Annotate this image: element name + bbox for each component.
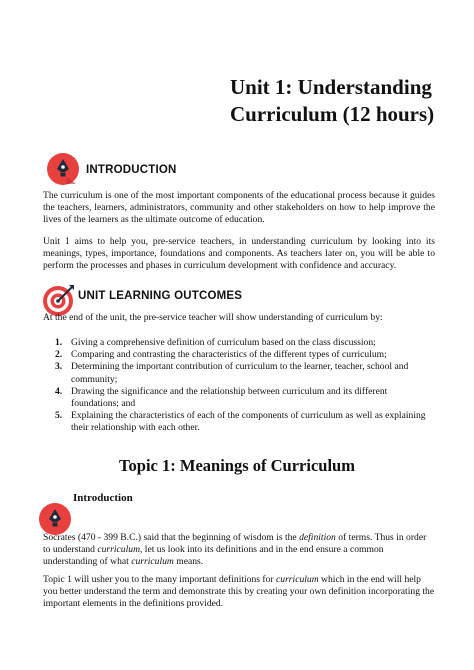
list-item	[55, 361, 437, 385]
list-item-text: Drawing the significance and the relationship between curriculum and its different foundations; and	[71, 385, 388, 410]
list-item-text: Comparing and contrasting the characteristics of the different types of curriculum;	[71, 349, 387, 361]
text-run: which in the end will help you better understand the term and demonstrate this by creating your own definition incorporating the important elements in the definitions provided.	[43, 574, 435, 610]
topic-subheading: Introduction	[73, 492, 133, 504]
text-run: Topic 1 will usher you to the many important definitions for	[43, 574, 277, 585]
list-item	[55, 410, 437, 434]
intro-paragraph-1: The curriculum is one of the most important components of the educational process because it guides the teachers, learners, administrators, community and other stakeholders on how to help improve the lives of the learners as the ultimate outcome of education.	[43, 190, 435, 226]
list-item-number: 1.	[55, 337, 63, 348]
text-run: means.	[173, 556, 204, 568]
topic-title: Topic 1: Meanings of Curriculum	[119, 456, 355, 475]
list-item	[55, 349, 437, 361]
topic-paragraph-1	[43, 532, 435, 569]
unit-title	[230, 74, 460, 128]
pen-nib-icon	[46, 152, 80, 186]
intro-paragraph-2: Unit 1 aims to help you, pre-service teachers, in understanding curriculum by looking into its meanings, types, importance, foundations and components. As teachers later on, you will be able to perform the processes and phases in curriculum development with confidence and accuracy.	[43, 236, 435, 272]
outcomes-lead: At the end of the unit, the pre-service teacher will show understanding of curriculum by:	[43, 312, 383, 323]
list-item	[55, 337, 437, 349]
text-run-italic: definition	[299, 532, 336, 543]
list-item	[55, 386, 437, 410]
topic-paragraph-2	[43, 574, 435, 611]
pen-nib-icon	[38, 502, 72, 536]
list-item-text: Determining the important contribution of curriculum to the learner, teacher, school and community;	[71, 361, 409, 385]
list-item-number: 2.	[55, 349, 63, 361]
outcomes-heading: UNIT LEARNING OUTCOMES	[78, 290, 243, 302]
text-run-italic: curriculum	[97, 544, 140, 556]
text-run-italic: curriculum	[131, 556, 174, 568]
introduction-heading: INTRODUCTION	[86, 164, 177, 176]
list-item-number: 3.	[55, 361, 63, 373]
outcomes-list	[55, 337, 437, 435]
list-item-text: Giving a comprehensive definition of curriculum based on the class discussion;	[71, 337, 376, 348]
list-item-number: 5.	[55, 410, 63, 422]
list-item-number: 4.	[55, 385, 63, 397]
unit-title-line1: Unit 1: Understanding	[230, 75, 432, 99]
text-run-italic: curriculum	[276, 574, 319, 585]
unit-title-line2: Curriculum (12 hours)	[230, 102, 435, 126]
text-run: Socrates (470 - 399 B.C.) said that the beginning of wisdom is the	[43, 532, 300, 543]
list-item-text: Explaining the characteristics of each of the components of curriculum as well as explaining their relationship with each other.	[71, 410, 426, 434]
text-run: , let us look into its definitions and in the end ensure a common understanding of what	[43, 544, 384, 568]
text-run: of terms. Thus in order to understand	[43, 532, 427, 556]
